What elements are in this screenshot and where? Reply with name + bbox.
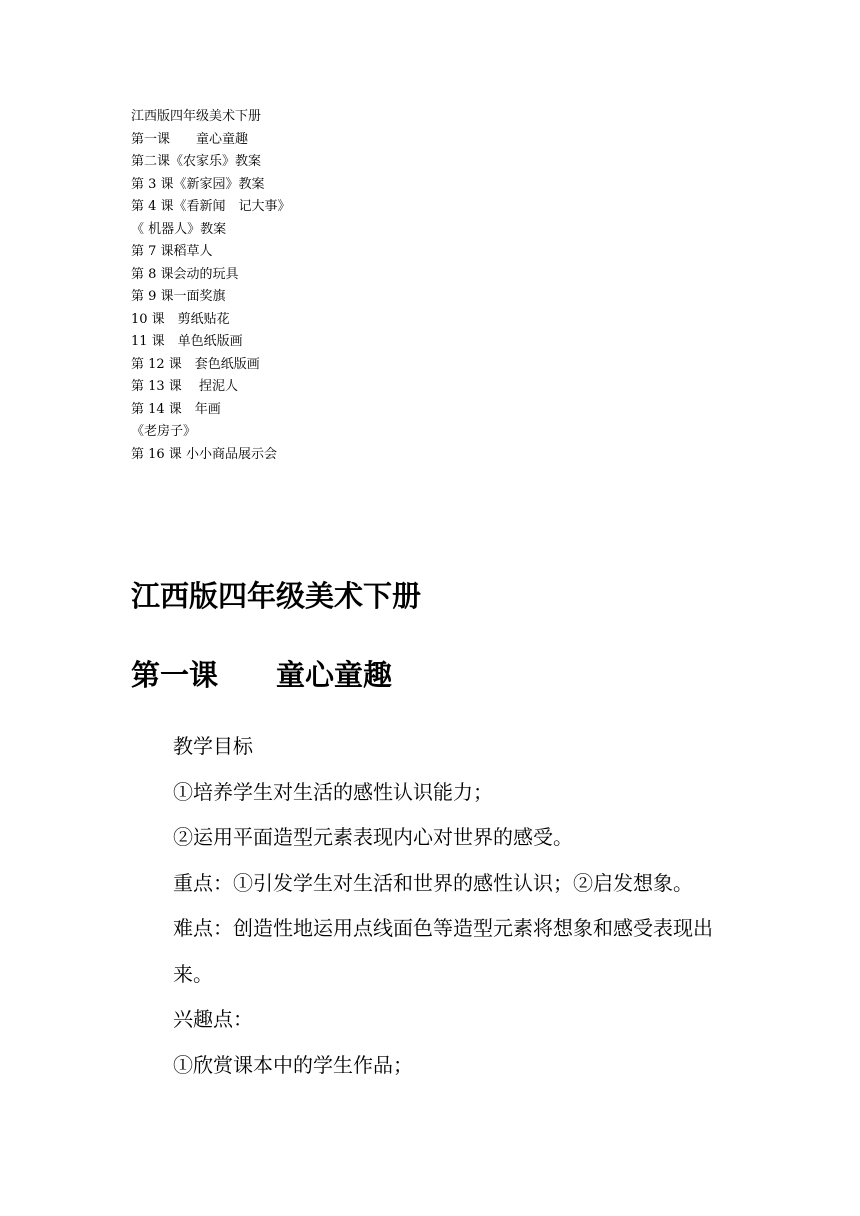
paragraph-difficulties: 难点：创造性地运用点线面色等造型元素将想象和感受表现出来。 xyxy=(173,916,713,986)
toc-item[interactable]: 第 8 课会动的玩具 xyxy=(131,266,239,282)
paragraph-objective-1: ①培养学生对生活的感性认识能力； xyxy=(173,779,493,804)
paragraph-objectives-heading: 教学目标 xyxy=(173,734,253,758)
lesson-body xyxy=(131,724,731,1088)
paragraph-key-points: 重点：①引发学生对生活和世界的感性认识；②启发想象。 xyxy=(173,870,693,895)
table-of-contents xyxy=(131,106,731,466)
toc-item[interactable]: 第一课 童心童趣 xyxy=(131,131,249,147)
toc-item[interactable]: 第 3 课《新家园》教案 xyxy=(131,176,265,192)
lesson-title: 第一课 童心童趣 xyxy=(131,658,393,692)
toc-item[interactable]: 第 13 课 捏泥人 xyxy=(131,379,238,394)
toc-item[interactable]: 10 课 剪纸贴花 xyxy=(131,311,230,327)
paragraph-interest-1: ①欣赏课本中的学生作品； xyxy=(173,1052,413,1077)
toc-item[interactable]: 第 9 课一面奖旗 xyxy=(131,289,226,304)
toc-item[interactable]: 第 12 课 套色纸版画 xyxy=(131,356,260,372)
paragraph-objective-2: ②运用平面造型元素表现内心对世界的感受。 xyxy=(173,825,573,849)
toc-item[interactable]: 第二课《农家乐》教案 xyxy=(131,154,262,169)
toc-item[interactable]: 第 16 课 小小商品展示会 xyxy=(131,446,277,462)
toc-item[interactable]: 江西版四年级美术下册 xyxy=(131,109,262,124)
toc-item[interactable]: 第 14 课 年画 xyxy=(131,401,221,417)
toc-item[interactable]: 《老房子》 xyxy=(131,424,197,439)
toc-item[interactable]: 11 课 单色纸版画 xyxy=(131,334,243,349)
paragraph-interest-heading: 兴趣点： xyxy=(173,1007,253,1031)
document-title: 江西版四年级美术下册 xyxy=(131,579,422,613)
toc-item[interactable]: 《 机器人》教案 xyxy=(131,221,227,237)
toc-item[interactable]: 第 4 课《看新闻 记大事》 xyxy=(131,199,291,214)
toc-item[interactable]: 第 7 课稻草人 xyxy=(131,244,213,259)
